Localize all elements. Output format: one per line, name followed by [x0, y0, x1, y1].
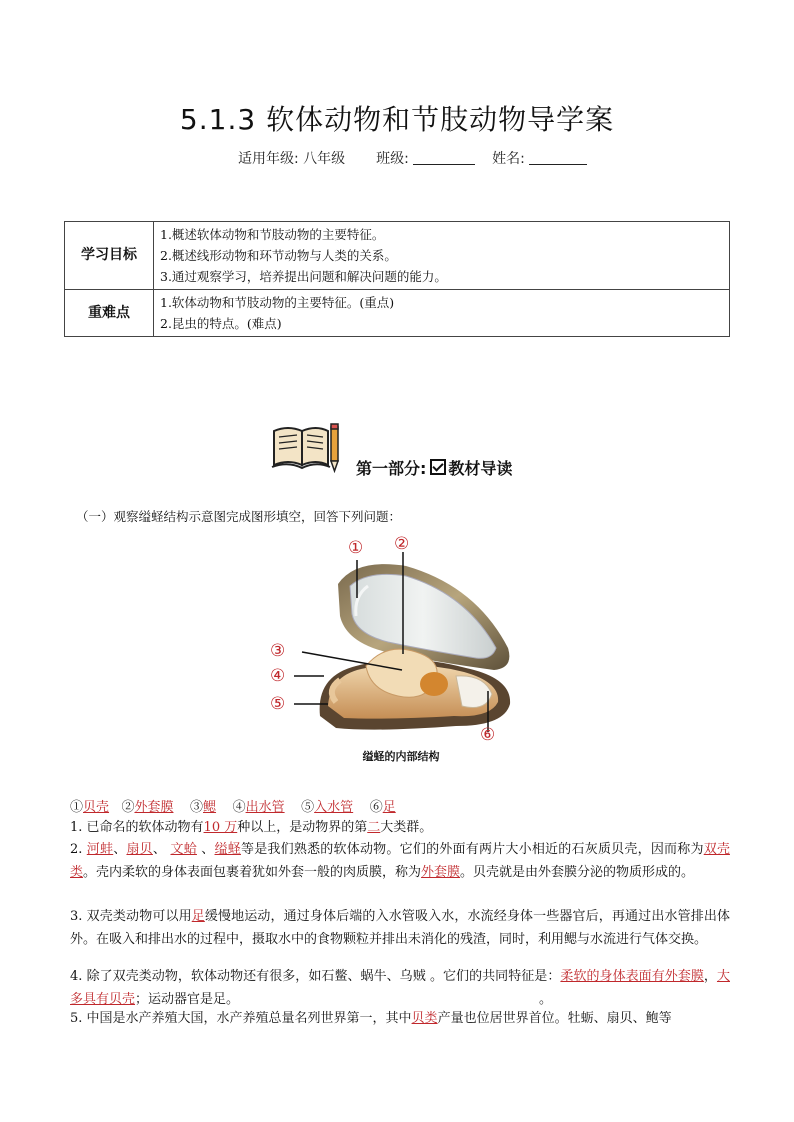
answer-num: ③ [190, 800, 204, 815]
checkbox-icon [430, 459, 446, 475]
list-item: 1.概述软体动物和节肢动物的主要特征。 [160, 227, 385, 242]
row-content [154, 290, 730, 337]
answer-num: ⑥ [369, 800, 383, 815]
answer-num: ② [121, 800, 135, 815]
class-blank[interactable] [413, 150, 475, 165]
paragraph-3: 3. 双壳类动物可以用足缓慢地运动，通过身体后端的入水管吸入水，水流经身体一些器官后，再通过出水管排出体外。在吸入和排出水的过程中，摄取水中的食物颗粒并排出未消化的残渣，同时，利用鳃与水流进行气体交换。 [70, 909, 730, 947]
row-content [154, 222, 730, 290]
leader-lines [260, 536, 500, 748]
name-blank[interactable] [529, 150, 587, 165]
section-prefix: 第一部分: [356, 459, 427, 478]
book-pencil-icon [270, 421, 342, 473]
paragraph-5: 5. 中国是水产养殖大国，水产养殖总量名列世界第一，其中贝类产量也位居世界首位。牡蛎、扇贝、鲍等 [70, 1011, 672, 1026]
paragraph-2: 2. 河蚌、扇贝、 文蛤 、缢蛏等是我们熟悉的软体动物。它们的外面有两片大小相近的石灰质贝壳，因而称为双壳类。壳内柔软的身体表面包裹着犹如外套一般的肉质膜，称为外套膜。贝壳就是由外套膜分泌的物质形成的。 [70, 842, 730, 880]
question-1: （一）观察缢蛏结构示意图完成图形填空，回答下列问题： [76, 509, 402, 524]
page-title: 5.1.3 软体动物和节肢动物导学案 [179, 103, 615, 136]
row-header: 重难点 [65, 290, 154, 337]
paragraph-4: 4. 除了双壳类动物，软体动物还有很多，如石鳖、蜗牛、乌贼 。它们的共同特征是：柔软的身体表面有外套膜，大多具有贝壳；运动器官是足。 。 [70, 969, 730, 1007]
answer-num: ① [70, 800, 84, 815]
figure-caption: 缢蛏的内部结构 [362, 750, 440, 763]
figure-answers [70, 796, 396, 815]
marker-4: ④ [270, 666, 286, 686]
row-header: 学习目标 [65, 222, 154, 290]
class-label: 班级: [376, 151, 409, 167]
section-heading [356, 456, 512, 479]
grade-label: 适用年级: 八年级 [238, 151, 346, 167]
answer-text: 足 [382, 800, 396, 815]
section-title: 教材导读 [448, 459, 513, 478]
answer-num: ④ [232, 800, 246, 815]
answer-text: 外套膜 [134, 800, 174, 815]
name-label: 姓名: [492, 151, 525, 167]
table-row [65, 290, 730, 337]
list-item: 3.通过观察学习，培养提出问题和解决问题的能力。 [160, 269, 447, 284]
answer-text: 贝壳 [83, 800, 110, 815]
marker-1: ① [348, 538, 364, 558]
list-item: 1.软体动物和节肢动物的主要特征。(重点) [160, 295, 395, 310]
answer-text: 出水管 [245, 800, 285, 815]
list-item: 2.昆虫的特点。(难点) [160, 316, 282, 331]
marker-2: ② [394, 534, 410, 554]
answer-text: 入水管 [314, 800, 354, 815]
objectives-table [64, 221, 730, 337]
answer-num: ⑤ [301, 800, 315, 815]
header-meta [238, 148, 587, 168]
answer-text: 鳃 [203, 800, 217, 815]
marker-5: ⑤ [270, 694, 286, 714]
list-item: 2.概述线形动物和环节动物与人类的关系。 [160, 248, 397, 263]
paragraph-1: 1. 已命名的软体动物有10 万种以上，是动物界的第二大类群。 [70, 820, 433, 835]
table-row [65, 222, 730, 290]
marker-6: ⑥ [480, 725, 496, 745]
marker-3: ③ [270, 641, 286, 661]
